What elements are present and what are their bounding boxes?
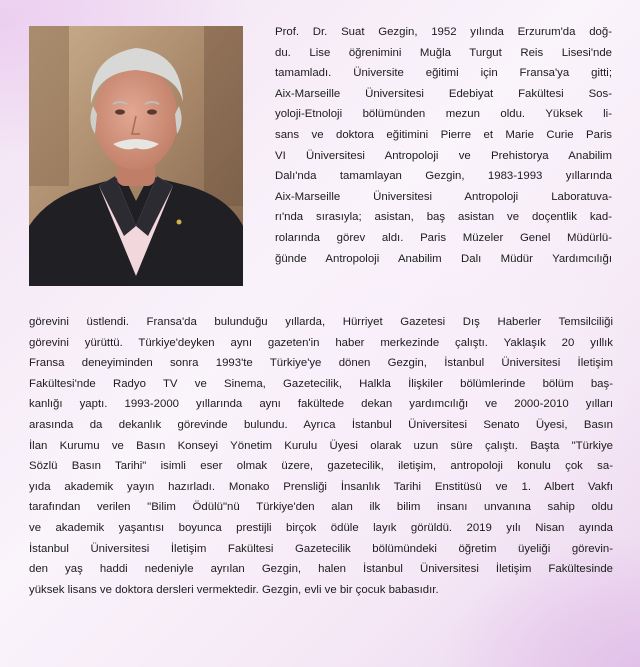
- biography-text-top: [275, 22, 612, 269]
- bio-line: ğünde Antropoloji Anabilim Dalı Müdür Yardımcılığı: [275, 252, 612, 265]
- bio-line: Sözlü Basın Tarihi" isimli eser olmak üzere, gazetecilik, iletişim, antropoloji konulu çok sa-: [29, 460, 613, 473]
- bio-line: Fakültesi'nde Radyo TV ve Sinema, Gazetecilik, Halkla İlişkiler bölümlerinde bölüm baş-: [29, 377, 613, 390]
- bio-line: Fransa deneyiminden sonra 1993'te Türkiye'ye dönen Gezgin, İstanbul Üniversitesi İletişim: [29, 357, 613, 370]
- bio-line: den yaş haddi nedeniyle ayrılan Gezgin, halen İstanbul Üniversitesi İletişim Fakültesinde: [29, 563, 613, 576]
- bio-line: arasında da dekanlık görevinde bulundu. Ayrıca İstanbul Üniversitesi Senato Üyesi, Basın: [29, 418, 613, 431]
- bio-line: rolarında görev aldı. Paris Müzeler Genel Müdürlü-: [275, 231, 612, 244]
- bio-line: tamamladı. Üniversite eğitimi için Fransa'ya gitti;: [275, 67, 612, 80]
- bio-line: yıda akademik yayın hazırladı. Monako Prensliği İnsanlık Tarihi Enstitüsü ve 1. Albert Vakfı: [29, 480, 613, 493]
- portrait-photo: [29, 26, 243, 286]
- biography-text-bottom: [29, 312, 613, 600]
- bio-line: rı'nda sırasıyla; asistan, baş asistan ve doçentlik kad-: [275, 211, 612, 224]
- bio-line: kanlığı yaptı. 1993-2000 yıllarında aynı fakültede dekan yardımcılığı ve 2000-2010 yılları: [29, 398, 613, 411]
- bio-line: görevini yürüttü. Türkiye'deyken aynı gazeten'in haber merkezinde çalıştı. Yaklaşık 20 yıllık: [29, 336, 613, 349]
- bio-line: tarafından verilen "Bilim Ödülü"nü Türkiye'den alan ilk bilim insanı unvanına sahip oldu: [29, 501, 613, 514]
- bio-line: sans ve doktora eğitimini Pierre et Marie Curie Paris: [275, 128, 612, 141]
- bio-line: yoloji-Etnoloji bölümünden mezun oldu. Yüksek li-: [275, 108, 612, 121]
- bio-line: Aix-Marseille Üniversitesi Antropoloji Laboratuva-: [275, 190, 612, 203]
- bio-line: görevini üstlendi. Fransa'da bulunduğu yıllarda, Hürriyet Gazetesi Dış Haberler Temsilciliği: [29, 316, 613, 328]
- bio-line: du. Lise öğrenimini Muğla Turgut Reis Lisesi'nde: [275, 46, 612, 59]
- bio-line: İstanbul Üniversitesi İletişim Fakültesi Gazetecilik bölümündeki öğretim üyeliği görevin-: [29, 542, 613, 555]
- bio-line: yüksek lisans ve doktora dersleri vermektedir. Gezgin, evli ve bir çocuk babasıdır.: [29, 583, 439, 596]
- bio-line: İlan Kurumu ve Basın Konseyi Yönetim Kurulu Üyesi olarak uzun süre çalıştı. Başta "Türkiye: [29, 439, 613, 452]
- bio-line: Aix-Marseille Üniversitesi Edebiyat Fakültesi Sos-: [275, 87, 612, 100]
- bio-line: ve akademik yaşantısı boyunca prestijli birçok ödüle layık görüldü. 2019 yılı Nisan ayında: [29, 521, 613, 534]
- bio-line: VI Üniversitesi Antropoloji ve Prehistorya Anabilim: [275, 149, 612, 162]
- bio-line: Dalı'nda tamamlayan Gezgin, 1983-1993 yıllarında: [275, 170, 612, 183]
- bio-line: Prof. Dr. Suat Gezgin, 1952 yılında Erzurum'da doğ-: [275, 26, 612, 38]
